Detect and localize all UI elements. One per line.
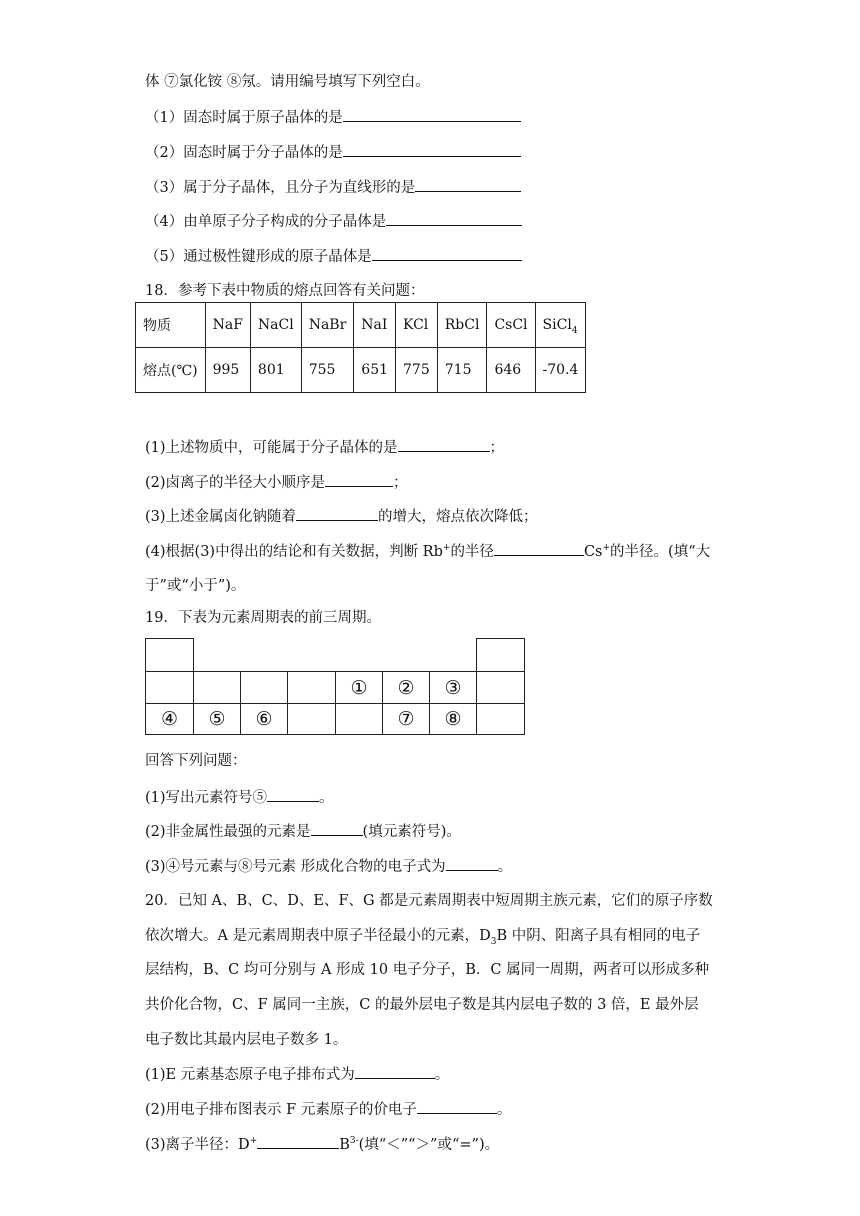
pt-cell xyxy=(287,671,336,704)
pt-cell-7: ⑦ xyxy=(382,703,430,735)
substance-cell: SiCl$_4$ xyxy=(535,303,586,348)
answer-blank[interactable] xyxy=(415,177,521,192)
table-row xyxy=(136,303,586,348)
pt-cell xyxy=(476,671,525,704)
melting-point-table xyxy=(135,302,586,393)
substance-cell: RbCl xyxy=(437,303,487,348)
q18-part-4: (4)根据(3)中得出的结论和有关数据，判断 Rb+的半径 Cs+的半径。(填“大 xyxy=(145,541,710,562)
melting-point-cell: -70.4 xyxy=(535,348,586,393)
substance-cell: CsCl xyxy=(487,303,535,348)
q18-part-3: (3)上述金属卤化钠随着 的增大，熔点依次降低； xyxy=(145,506,538,527)
table-row-label: 熔点(℃) xyxy=(136,348,206,393)
q17-item-5: （5）通过极性键形成的原子晶体是 xyxy=(145,246,522,267)
table-header-cell: 物质 xyxy=(136,303,206,348)
pt-cell-4: ④ xyxy=(145,703,194,735)
answer-blank[interactable] xyxy=(417,1099,497,1114)
q17-item-2: （2）固态时属于分子晶体的是 xyxy=(145,142,521,163)
pt-cell xyxy=(145,671,194,704)
answer-blank[interactable] xyxy=(343,142,521,157)
pt-cell xyxy=(476,638,525,672)
substance-cell: NaF xyxy=(205,303,250,348)
answer-blank[interactable] xyxy=(257,1134,339,1149)
answer-blank[interactable] xyxy=(343,107,521,122)
substance-cell: NaBr xyxy=(301,303,354,348)
table-row xyxy=(136,348,586,393)
answer-blank[interactable] xyxy=(325,472,393,487)
substance-cell: NaI xyxy=(354,303,396,348)
substance-cell: KCl xyxy=(396,303,438,348)
pt-cell-5: ⑤ xyxy=(193,703,241,735)
q20-line-5: 电子数比其最内层电子数多 1。 xyxy=(145,1032,348,1048)
melting-point-cell: 715 xyxy=(437,348,487,393)
answer-blank[interactable] xyxy=(446,856,498,871)
q18-part-2: (2)卤离子的半径大小顺序是 ； xyxy=(145,472,408,493)
q18-part-4-cont: 于”或“小于”)。 xyxy=(145,578,246,594)
answer-blank[interactable] xyxy=(267,787,319,802)
answer-blank[interactable] xyxy=(372,246,522,261)
pt-cell xyxy=(287,703,336,735)
answer-blank[interactable] xyxy=(311,821,363,836)
pt-cell xyxy=(335,703,383,735)
pt-cell-6: ⑥ xyxy=(240,703,288,735)
q19-part-2: (2)非金属性最强的元素是 (填元素符号)。 xyxy=(145,821,461,842)
q20-part-2: (2)用电子排布图表示 F 元素原子的价电子 。 xyxy=(145,1099,511,1120)
pt-cell xyxy=(193,671,241,704)
pt-cell-2: ② xyxy=(382,671,430,704)
q18-part-1: (1)上述物质中，可能属于分子晶体的是 ； xyxy=(145,437,504,458)
q19-prompt: 回答下列问题： xyxy=(145,753,247,769)
q17-item-4: （4）由单原子分子构成的分子晶体是 xyxy=(145,211,522,232)
melting-point-cell: 755 xyxy=(301,348,354,393)
melting-point-cell: 646 xyxy=(487,348,535,393)
answer-blank[interactable] xyxy=(296,506,378,521)
q17-item-3: （3）属于分子晶体，且分子为直线形的是 xyxy=(145,177,521,198)
periodic-table xyxy=(145,638,525,735)
q19-part-1: (1)写出元素符号⑤ 。 xyxy=(145,787,334,808)
pt-cell xyxy=(240,671,288,704)
melting-point-cell: 651 xyxy=(354,348,396,393)
melting-point-cell: 995 xyxy=(205,348,250,393)
q18-stem: 18．参考下表中物质的熔点回答有关问题： xyxy=(145,283,425,299)
q20-part-1: (1)E 元素基态原子电子排布式为 。 xyxy=(145,1064,449,1085)
substance-cell: NaCl xyxy=(250,303,301,348)
answer-blank[interactable] xyxy=(398,437,490,452)
answer-blank[interactable] xyxy=(355,1064,435,1079)
q19-stem: 19．下表为元素周期表的前三周期。 xyxy=(145,610,381,626)
q20-line-2: 依次增大。A 是元素周期表中原子半径最小的元素，$D_3B$ 中阴、阳离子具有相同的电子 xyxy=(145,928,701,947)
pt-cell-1: ① xyxy=(335,671,383,704)
q17-item-1: （1）固态时属于原子晶体的是 xyxy=(145,107,521,128)
q17-intro: 体 ⑦氯化铵 ⑧氖。请用编号填写下列空白。 xyxy=(145,74,430,90)
melting-point-cell: 801 xyxy=(250,348,301,393)
q20-line-1: 20．已知 A、B、C、D、E、F、G 都是元素周期表中短周期主族元素，它们的原子序数 xyxy=(145,893,713,909)
pt-cell xyxy=(476,703,525,735)
q20-line-3: 层结构，B、C 均可分别与 A 形成 10 电子分子，B．C 属同一周期，两者可以形成多种 xyxy=(145,962,710,978)
q19-part-3: (3)④号元素与⑧号元素 形成化合物的电子式为 。 xyxy=(145,856,512,877)
pt-cell-3: ③ xyxy=(429,671,477,704)
answer-blank[interactable] xyxy=(494,541,584,556)
answer-blank[interactable] xyxy=(386,211,522,226)
pt-cell-8: ⑧ xyxy=(429,703,477,735)
q20-line-4: 共价化合物，C、F 属同一主族，C 的最外层电子数是其内层电子数的 3 倍，E 最外层 xyxy=(145,997,699,1013)
pt-cell xyxy=(145,638,194,672)
q20-part-3: (3)离子半径：D+ $B^{3-}$(填“＜”“＞”或“=”)。 xyxy=(145,1134,499,1155)
melting-point-cell: 775 xyxy=(396,348,438,393)
